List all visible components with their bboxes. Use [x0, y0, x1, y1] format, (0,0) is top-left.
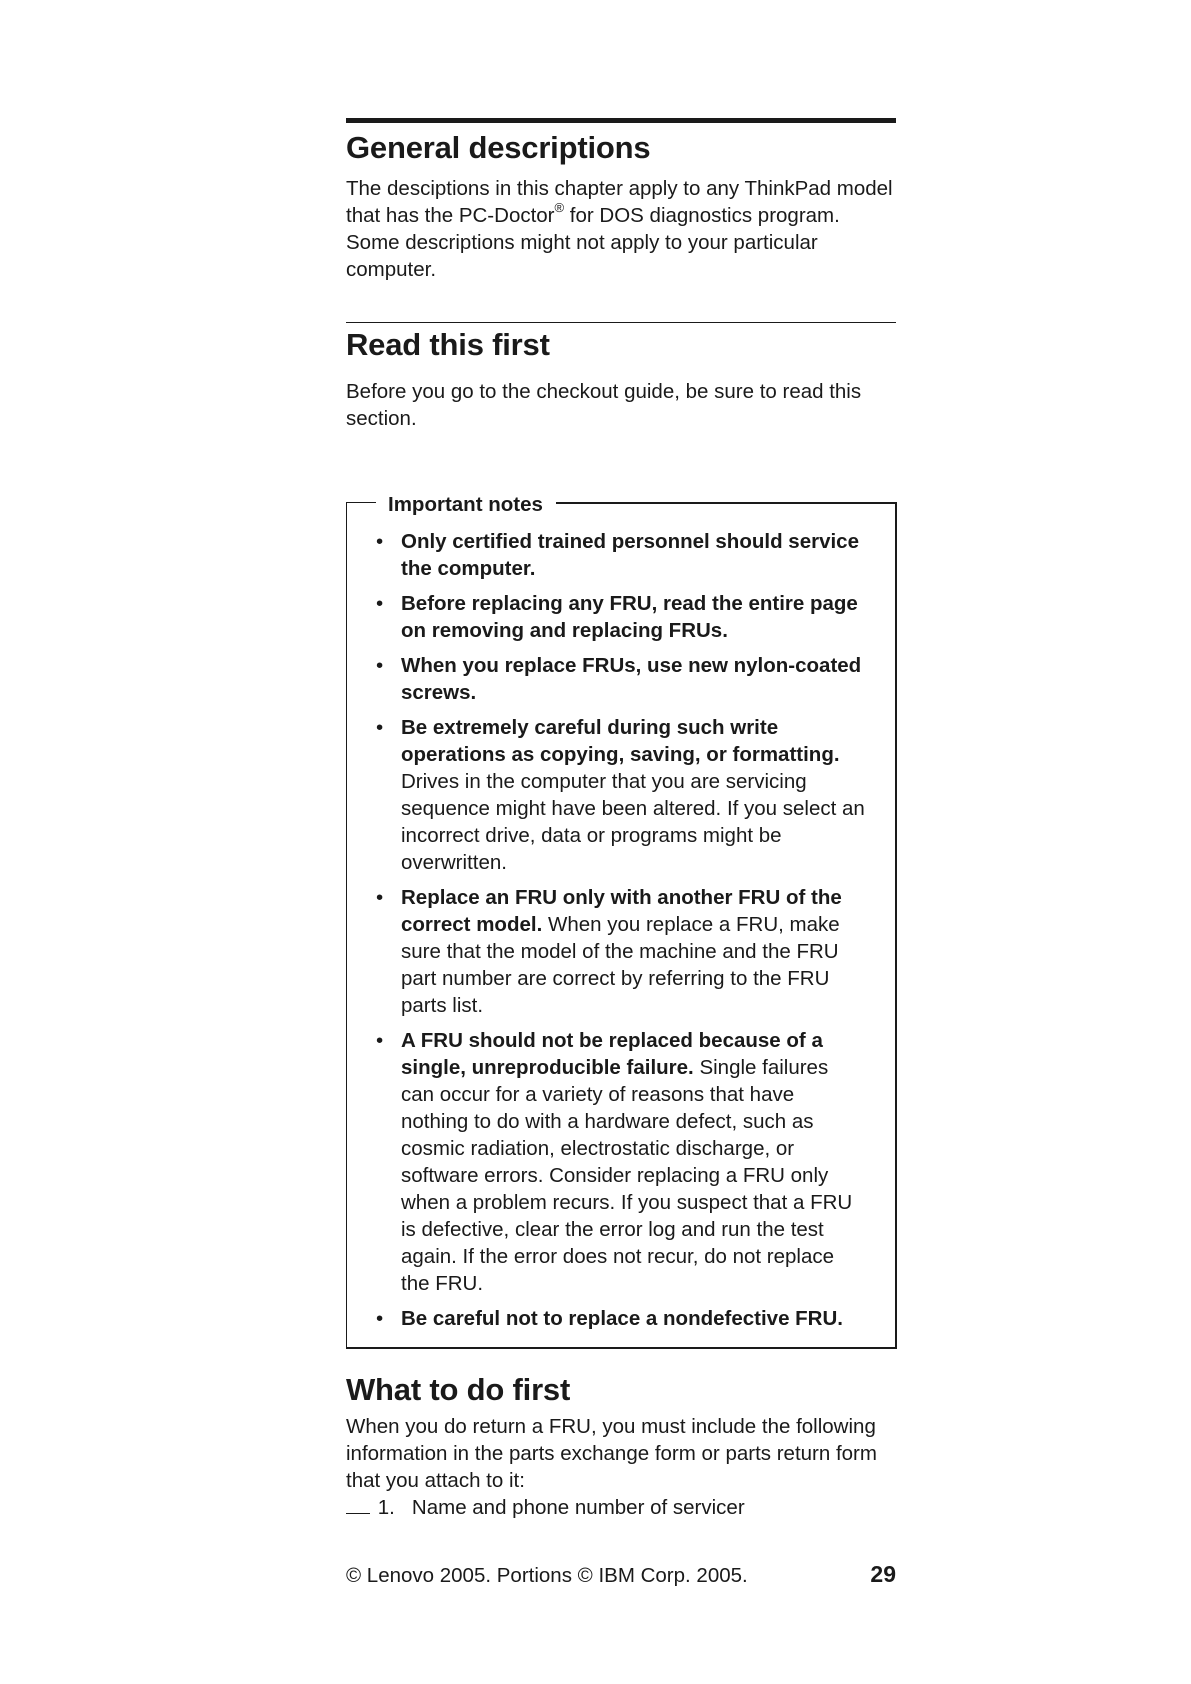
important-notes-list: [346, 528, 866, 1340]
heading-general-descriptions: General descriptions: [346, 130, 651, 165]
note-bold-text: When you replace FRUs, use new nylon-coated screws.: [401, 654, 862, 704]
bullet: •: [376, 530, 384, 553]
top-rule: [346, 118, 896, 123]
section-rule: [346, 322, 896, 323]
general-text-start: The desciptions in this chapter apply to any ThinkPad model that has the PC-Doctor: [346, 177, 893, 227]
bullet: •: [376, 1029, 384, 1052]
bullet: •: [376, 716, 384, 739]
heading-read-this-first: Read this first: [346, 327, 550, 362]
bullet: •: [376, 592, 384, 615]
registered-mark: ®: [554, 200, 565, 216]
notes-box-top-rule-left: [346, 502, 376, 503]
note-bold-text: Replace an FRU only with another FRU of the correct model.: [401, 886, 842, 936]
important-notes-title: Important notes: [388, 493, 543, 516]
list-item: [346, 1027, 866, 1297]
list-item: [346, 590, 866, 644]
note-bold-text: Before replacing any FRU, read the entire page on removing and replacing FRUs.: [401, 592, 858, 642]
note-text: Single failures can occur for a variety of reasons that have nothing to do with a hardware defect, such as cosmic radiation, electrostatic discharge, or software errors. Consider replacing a FRU only when a problem recurs. If you suspect that a FRU is defective, clear the error log and run the test again. If the error does not recur, do not replace the FRU.: [401, 1056, 853, 1295]
list-item: [346, 1305, 866, 1332]
general-descriptions-paragraph: [346, 175, 896, 283]
bullet: •: [376, 1307, 384, 1330]
notes-box-top-rule-right: [556, 502, 896, 504]
note-bold-text: A FRU should not be replaced because of a single, unreproducible failure.: [401, 1029, 823, 1079]
read-this-first-paragraph: Before you go to the checkout guide, be sure to read this section.: [346, 380, 862, 430]
bullet: •: [376, 886, 384, 909]
note-bold-text: Be careful not to replace a nondefective FRU.: [401, 1307, 843, 1330]
bullet: •: [376, 654, 384, 677]
note-bold-text: Only certified trained personnel should service the computer.: [401, 530, 859, 580]
footer-copyright: © Lenovo 2005. Portions © IBM Corp. 2005.: [346, 1564, 748, 1587]
note-text: When you replace a FRU, make sure that the model of the machine and the FRU part number are correct by referring to the FRU parts list.: [401, 913, 840, 1017]
list-item: [346, 714, 866, 876]
heading-what-to-do-first: What to do first: [346, 1372, 571, 1407]
what-to-do-first-paragraph: When you do return a FRU, you must include the following information in the parts exchange form or parts return form that you attach to it:: [346, 1415, 877, 1492]
step-number: 1.: [377, 1496, 395, 1519]
list-item: [346, 884, 866, 1019]
page-number: 29: [870, 1561, 896, 1587]
checklist-step: [346, 1494, 745, 1521]
general-text-end: for DOS diagnostics program. Some descriptions might not apply to your particular computer.: [346, 204, 840, 281]
list-item: [346, 528, 866, 582]
note-bold-text: Be extremely careful during such write operations as copying, saving, or formatting.: [401, 716, 840, 766]
note-text: Drives in the computer that you are servicing sequence might have been altered. If you select an incorrect drive, data or programs might be overwritten.: [401, 770, 865, 874]
step-text: Name and phone number of servicer: [411, 1496, 745, 1519]
list-item: [346, 652, 866, 706]
checkbox-blank[interactable]: [346, 1495, 370, 1514]
